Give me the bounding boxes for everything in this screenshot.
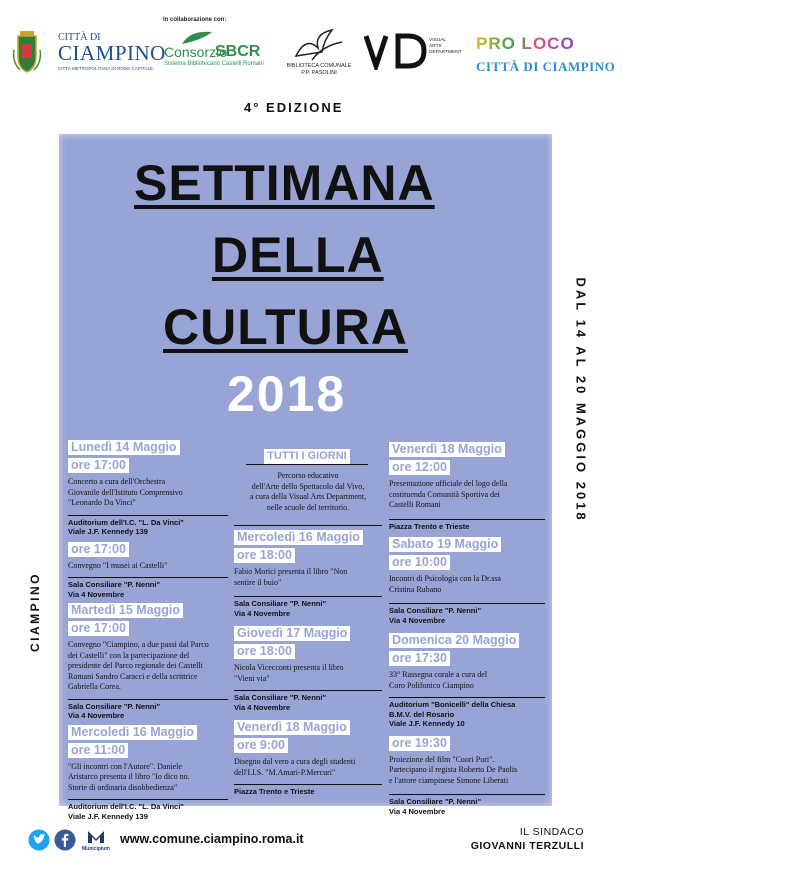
event-time: ore 11:00	[68, 743, 128, 758]
event-day: Mercoledì 16 Maggio	[68, 725, 197, 740]
event-day: Domenica 20 Maggio	[389, 633, 519, 648]
ciampino-logo	[8, 28, 166, 78]
loc-line: Auditorium "Bonicelli" della Chiesa	[389, 700, 516, 709]
desc-line: Presentazione ufficiale del logo della	[389, 479, 508, 488]
loc-line: Viale J.F. Kennedy 10	[389, 719, 465, 728]
desc-line: Convegno "Ciampino, a due passi dal Parco	[68, 640, 209, 649]
desc-line: Cristina Rubano	[389, 584, 442, 594]
divider	[234, 690, 382, 691]
desc-line: costituenda Comunità Sportiva dei	[389, 489, 500, 499]
event-desc	[68, 762, 228, 794]
sbcr-word2: SBCR	[215, 43, 261, 60]
municipium-icon	[86, 829, 106, 845]
loc-line: Auditorium dell'I.C. "L. Da Vinci"	[68, 802, 184, 811]
loc-line: B.M.V. del Rosario	[389, 709, 455, 719]
desc-line: Romani Sandro Caracci e della scrittrice	[68, 671, 198, 681]
date-range-vertical	[566, 277, 596, 575]
biblioteca-logo	[282, 26, 356, 86]
event-desc	[389, 755, 545, 787]
mayor-name: GIOVANNI TERZULLI	[470, 840, 584, 852]
event-desc	[68, 477, 228, 509]
event-location	[68, 802, 228, 821]
event-location	[389, 606, 545, 625]
title-line3: CULTURA	[163, 299, 408, 355]
divider	[68, 699, 228, 700]
event-desc	[68, 640, 228, 693]
ciampino-logo-line3: CITTÀ METROPOLITANA DI ROMA CAPITALE	[58, 66, 154, 71]
proloco-logo	[474, 32, 616, 76]
event-day: Sabato 19 Maggio	[389, 537, 501, 552]
desc-line: Proiezione del film "Cuori Puri".	[389, 754, 495, 764]
event-location	[389, 522, 545, 532]
event-time: ore 19:30	[389, 736, 450, 751]
sbcr-word1: Consorzio	[164, 44, 228, 60]
title-year: 2018	[227, 366, 347, 422]
divider	[389, 697, 545, 698]
sbcr-subtitle: Sistema Bibliotecario Castelli Romani	[164, 61, 264, 67]
proloco-line1: PRO LOCO	[476, 34, 575, 53]
desc-line: Giovanile dell'Istituto Comprensivo	[68, 487, 183, 497]
divider	[389, 794, 545, 795]
event-desc	[389, 670, 545, 691]
biblioteca-line1: BIBLIOTECA COMUNALE	[286, 63, 352, 69]
vad-mark-icon	[364, 32, 428, 70]
title-line1: SETTIMANA	[134, 155, 435, 211]
title-line2: DELLA	[212, 227, 384, 283]
event-time: ore 17:00	[68, 621, 129, 636]
coat-of-arms-icon	[12, 30, 42, 74]
event-day: TUTTI I GIORNI	[264, 449, 349, 464]
city-vertical	[20, 560, 46, 670]
middle-column	[234, 446, 382, 797]
city-text: CIAMPINO	[28, 572, 42, 652]
desc-line: Aristarco presenta il libro "Io dico no.	[68, 772, 190, 781]
event-location	[68, 580, 228, 599]
event-desc	[389, 574, 545, 595]
divider	[389, 603, 545, 604]
desc-line: Storie di ordinaria disobbedienza"	[68, 782, 178, 792]
edition-label: 4° EDIZIONE	[244, 100, 344, 115]
event-time: ore 17:00	[68, 458, 129, 473]
municipium-label: Municipium	[82, 846, 110, 852]
desc-line: Gabriella Corea.	[68, 682, 121, 691]
event-location	[234, 787, 382, 797]
loc-line: Via 4 Novembre	[68, 711, 125, 720]
event-desc	[234, 663, 382, 684]
date-range-text: DAL 14 AL 20 MAGGIO 2018	[573, 277, 589, 523]
desc-line: Concerto a cura dell'Orchestra	[68, 477, 166, 486]
desc-line: 33° Rassegna corale a cura del	[389, 670, 488, 679]
divider	[234, 784, 382, 785]
event-time: ore 12:00	[389, 460, 450, 475]
event-desc	[389, 479, 545, 511]
mayor-label: IL SINDACO	[519, 826, 584, 838]
divider	[389, 519, 545, 520]
loc-line: Via 4 Novembre	[389, 806, 446, 816]
event-desc	[234, 567, 382, 588]
desc-line: "Vieni via"	[234, 673, 270, 683]
loc-line: Viale J.F. Kennedy 139	[68, 811, 148, 821]
left-column	[68, 438, 228, 821]
event-location	[234, 693, 382, 712]
desc-line: Percorso educativo	[277, 471, 339, 480]
loc-line: Auditorium dell'I.C. "L. Da Vinci"	[68, 517, 184, 527]
desc-line: dei Castelli" con la partecipazione del	[68, 650, 190, 660]
event-time: ore 10:00	[389, 555, 450, 570]
vad-line1: VISUAL	[429, 38, 447, 43]
event-time: ore 18:00	[234, 548, 295, 563]
event-location	[68, 518, 228, 537]
loc-line: Sala Consiliare "P. Nenni"	[234, 693, 327, 702]
divider	[68, 515, 228, 516]
event-desc	[68, 561, 228, 572]
desc-line: Coro Polifonico Ciampino	[389, 680, 474, 690]
loc-line: Via 4 Novembre	[389, 615, 446, 625]
twitter-icon[interactable]	[28, 829, 50, 851]
event-time: ore 18:00	[234, 644, 295, 659]
loc-line: Piazza Trento e Trieste	[389, 521, 470, 531]
vad-text	[429, 38, 469, 56]
loc-line: Via 4 Novembre	[234, 702, 291, 712]
vad-line2: ARTS	[429, 44, 442, 49]
website-link[interactable]: www.comune.ciampino.roma.it	[120, 832, 304, 846]
desc-line: Convegno "I musei ai Castelli"	[68, 560, 168, 570]
event-day: Martedì 15 Maggio	[68, 603, 183, 618]
right-column	[389, 440, 545, 816]
birds-icon	[292, 26, 346, 62]
loc-line: Sala Consiliare "P. Nenni"	[389, 606, 482, 615]
event-time: ore 17:30	[389, 651, 450, 666]
loc-line: Viale J.F. Kennedy 139	[68, 527, 148, 536]
event-time: ore 9:00	[234, 738, 288, 753]
divider	[68, 799, 228, 800]
desc-line: "Gli incontri con l'Autore". Daniele	[68, 761, 182, 771]
event-location	[389, 700, 545, 729]
ciampino-logo-line2: CIAMPINO	[58, 41, 166, 65]
event-day: Lunedì 14 Maggio	[68, 440, 180, 455]
event-day: Venerdì 18 Maggio	[234, 720, 350, 735]
event-location	[234, 599, 382, 618]
loc-line: Via 4 Novembre	[234, 608, 291, 618]
desc-line: Partecipano il regista Roberto De Paolis	[389, 765, 518, 774]
desc-line: a cura della Visual Arts Department,	[249, 492, 367, 501]
event-day: Mercoledì 16 Maggio	[234, 530, 363, 545]
loc-line: Sala Consiliare "P. Nenni"	[68, 701, 161, 711]
event-desc	[234, 471, 382, 513]
biblioteca-line2: P.P. PASOLINI	[301, 70, 337, 76]
event-day: Venerdì 18 Maggio	[389, 442, 505, 457]
facebook-icon[interactable]	[54, 829, 76, 851]
event-location	[389, 797, 545, 816]
divider	[234, 596, 382, 597]
desc-line: Incontri di Psicologia con la Dr.ssa	[389, 574, 501, 583]
loc-line: Sala Consiliare "P. Nenni"	[68, 580, 161, 589]
every-day-header	[246, 446, 368, 465]
desc-line: dell'Arte dello Spettacolo dal Vivo,	[251, 481, 365, 491]
event-desc	[234, 757, 382, 778]
desc-line: dell'I.I.S. "M.Amari-P.Mercuri"	[234, 767, 336, 777]
loc-line: Piazza Trento e Trieste	[234, 787, 315, 796]
vad-logo	[364, 30, 464, 72]
desc-line: nelle scuole del territorio.	[266, 502, 350, 512]
proloco-line2: CITTÀ DI CIAMPINO	[476, 59, 616, 74]
event-time: ore 17:00	[68, 542, 129, 557]
desc-line: e l'attore ciampinese Simone Liberati	[389, 775, 509, 785]
ciampino-logo-line1: CITTÀ DI	[58, 32, 101, 43]
collab-label: In collaborazione con:	[163, 17, 227, 23]
loc-line: Sala Consiliare "P. Nenni"	[234, 599, 327, 608]
desc-line: sentire il buio"	[234, 577, 282, 587]
loc-line: Via 4 Novembre	[68, 589, 125, 599]
desc-line: Nicola Vicecconti presenta il libro	[234, 663, 344, 672]
municipium-logo[interactable]	[82, 829, 110, 855]
divider	[68, 577, 228, 578]
desc-line: Castelli Romani	[389, 500, 441, 509]
loc-line: Sala Consiliare "P. Nenni"	[389, 797, 482, 806]
divider	[234, 525, 382, 526]
desc-line: Fabio Morici presenta il libro "Non	[234, 567, 348, 576]
event-day: Giovedì 17 Maggio	[234, 626, 350, 641]
desc-line: presidente del Parco regionale dei Castelli	[68, 661, 203, 670]
event-location	[68, 702, 228, 721]
desc-line: Disegno dal vero a cura degli studenti	[234, 757, 356, 766]
sbcr-logo	[162, 30, 272, 76]
desc-line: "Leonardo Da Vinci"	[68, 498, 136, 507]
vad-line3: DEPARTMENT	[429, 50, 462, 55]
